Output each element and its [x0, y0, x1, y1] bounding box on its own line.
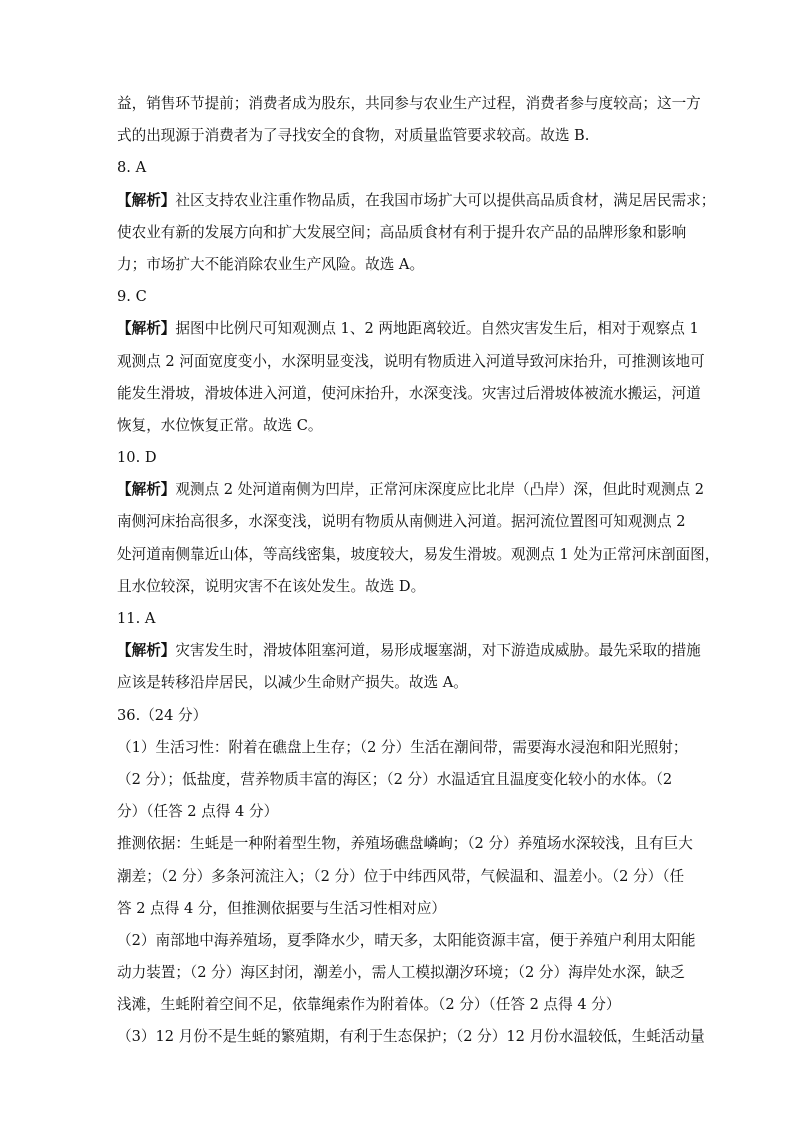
answer-line: 9. C: [117, 288, 147, 306]
text-line: 观测点 2 河面宽度变小，水深明显变浅，说明有物质进入河道导致河床抬升，可推测该地可: [117, 352, 705, 370]
analysis-tag: 【解析】: [117, 191, 176, 209]
text-line: 推测依据：生蚝是一种附着型生物，养殖场礁盘嶙峋；（2 分）养殖场水深较浅，且有巨大: [117, 835, 693, 853]
answer-line: 10. D: [117, 449, 157, 467]
text-line: 潮差；（2 分）多条河流注入；（2 分）位于中纬西风带，气候温和、温差小。（2 分）（任: [117, 867, 685, 885]
text-line: 能发生滑坡，滑坡体进入河道，使河床抬升，水深变浅。灾害过后滑坡体被流水搬运，河道: [117, 384, 701, 402]
analysis-tag: 【解析】: [117, 481, 176, 499]
text-line: 式的出现源于消费者为了寻找安全的食物，对质量监管要求较高。故选 B.: [117, 127, 590, 145]
text-line: 分）（任答 2 点得 4 分）: [117, 803, 279, 821]
question-heading: 36.（24 分）: [117, 706, 208, 724]
text-line: （2 分）；低盐度，营养物质丰富的海区；（2 分）水温适宜且温度变化较小的水体。（2: [117, 770, 673, 788]
answer-line: 8. A: [117, 159, 147, 177]
text-line: 力；市场扩大不能消除农业生产风险。故选 A。: [117, 255, 425, 273]
document-page: [117, 88, 720, 1054]
text-line: （1）生活习性：附着在礁盘上生存；（2 分）生活在潮间带，需要海水浸泡和阳光照射；: [117, 738, 688, 756]
analysis-line: 【解析】据图中比例尺可知观测点 1、2 两地距离较近。自然灾害发生后，相对于观察点 1: [117, 320, 699, 338]
text-line: （2）南部地中海养殖场，夏季降水少，晴天多，太阳能资源丰富，便于养殖户利用太阳能: [117, 931, 696, 949]
text-line: 益，销售环节提前；消费者成为股东，共同参与农业生产过程，消费者参与度较高；这一方: [117, 95, 701, 112]
text-line: （3）12 月份不是生蚝的繁殖期，有利于生态保护；（2 分）12 月份水温较低，生蚝活动量: [117, 1028, 705, 1046]
analysis-tag: 【解析】: [117, 320, 176, 338]
text-line: 恢复，水位恢复正常。故选 C。: [117, 416, 323, 434]
text-line: 使农业有新的发展方向和扩大发展空间；高品质食材有利于提升农产品的品牌形象和影响: [117, 223, 687, 241]
text-line: 应该是转移沿岸居民，以减少生命财产损失。故选 A。: [117, 674, 468, 692]
text-line: 答 2 点得 4 分，但推测依据要与生活习性相对应）: [117, 899, 447, 917]
analysis-line: 【解析】灾害发生时，滑坡体阻塞河道，易形成堰塞湖，对下游造成威胁。最先采取的措施: [117, 642, 701, 660]
analysis-line: 【解析】观测点 2 处河道南侧为凹岸，正常河床深度应比北岸（凸岸）深，但此时观测点 2: [117, 481, 705, 499]
analysis-tag: 【解析】: [117, 642, 176, 660]
analysis-line: 【解析】社区支持农业注重作物品质，在我国市场扩大可以提供高品质食材，满足居民需求；: [117, 191, 716, 209]
text-line: 浅滩，生蚝附着空间不足，依靠绳索作为附着体。（2 分）（任答 2 点得 4 分）: [117, 996, 621, 1014]
text-line: 且水位较深，说明灾害不在该处发生。故选 D。: [117, 577, 426, 595]
text-line: 南侧河床抬高很多，水深变浅，说明有物质从南侧进入河道。据河流位置图可知观测点 2: [117, 513, 686, 531]
answer-line: 11. A: [117, 610, 156, 627]
text-line: 处河道南侧靠近山体，等高线密集，坡度较大，易发生滑坡。观测点 1 处为正常河床剖面图，: [117, 545, 720, 563]
text-line: 动力装置；（2 分）海区封闭，潮差小，需人工模拟潮汐环境；（2 分）海岸处水深，缺乏: [117, 964, 685, 982]
